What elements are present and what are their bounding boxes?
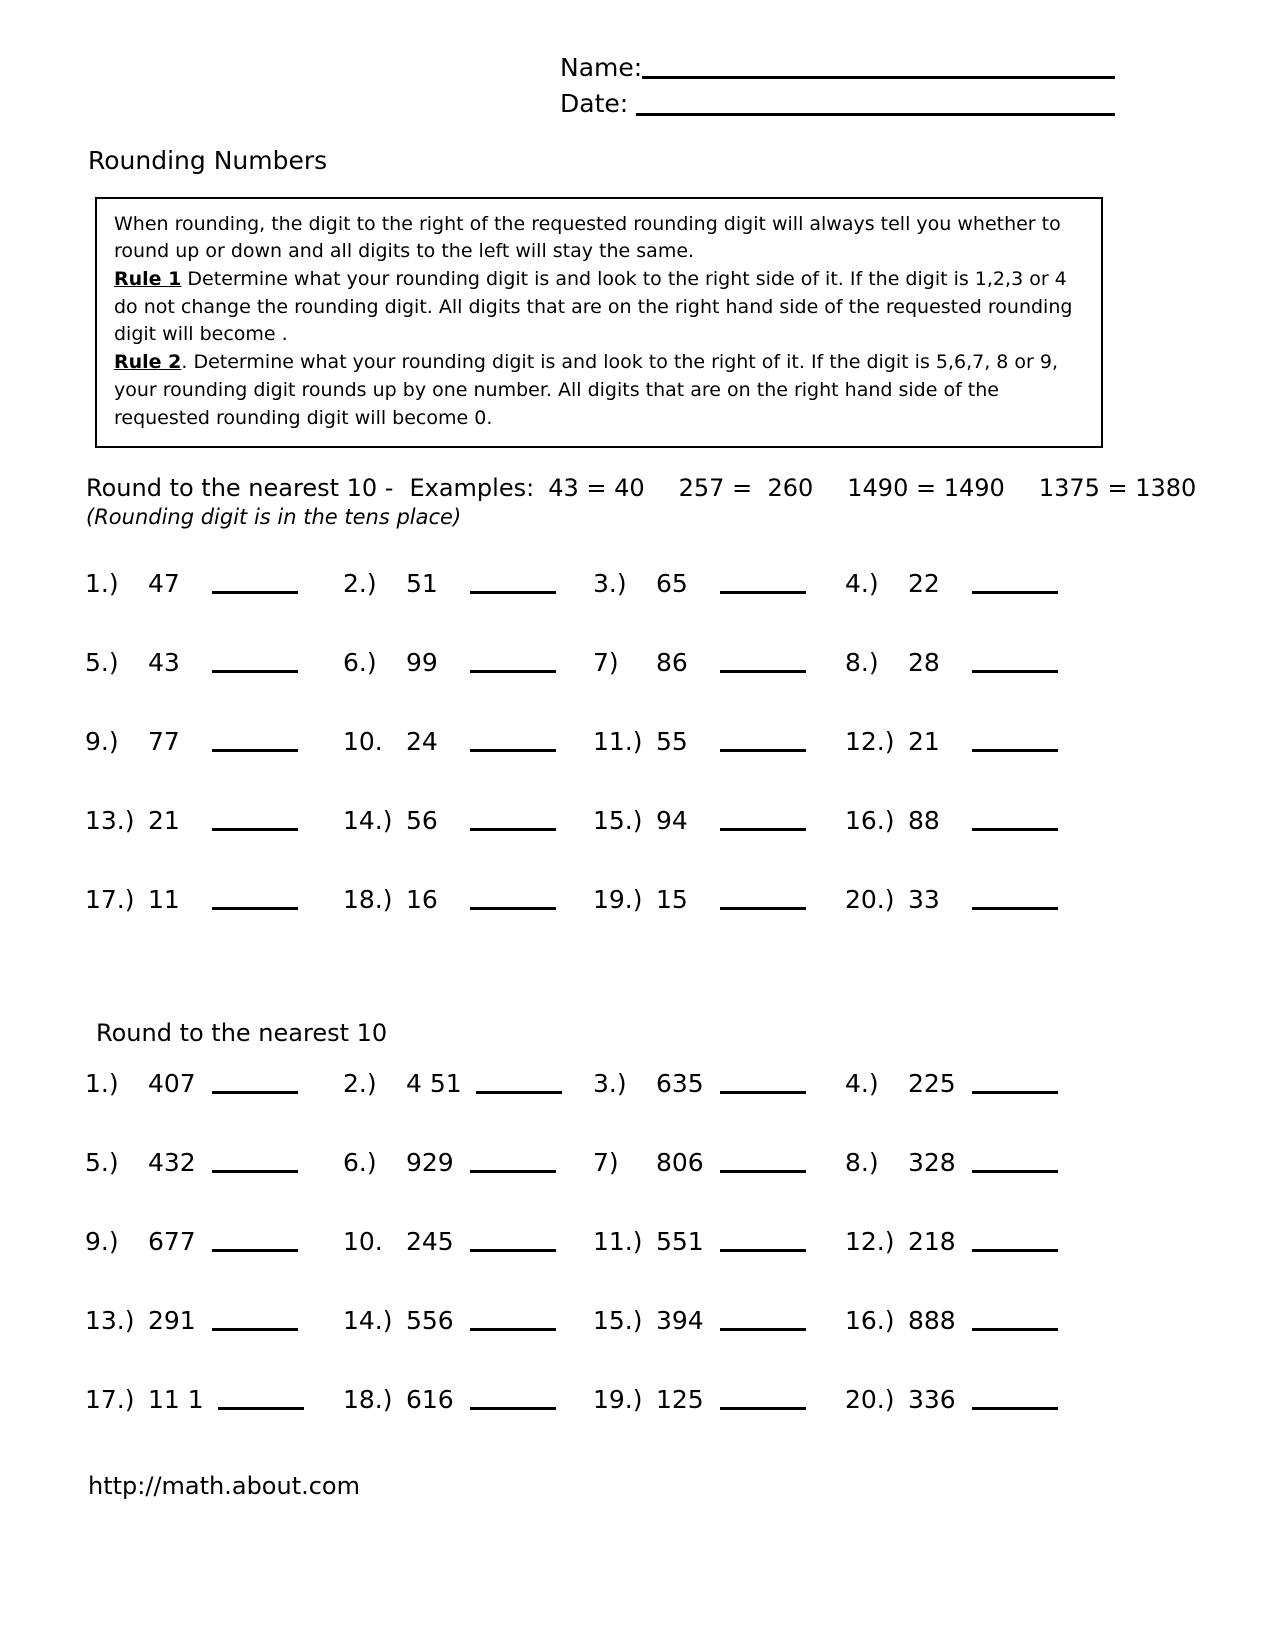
answer-blank[interactable] [476, 1091, 562, 1094]
footer-url: http://math.about.com [88, 1472, 360, 1501]
problem [85, 806, 343, 835]
problem-value: 65 [656, 569, 688, 599]
answer-blank[interactable] [720, 1328, 806, 1331]
problem [593, 885, 845, 914]
problem-value: 218 [908, 1227, 956, 1257]
problem-value: 86 [656, 648, 688, 678]
section1-subheading: (Rounding digit is in the tens place) [86, 505, 462, 530]
problem [343, 885, 593, 914]
problems-row [85, 1148, 1220, 1177]
answer-blank[interactable] [972, 1407, 1058, 1410]
problems-row [85, 1227, 1220, 1256]
problem [85, 885, 343, 914]
problem-value: 394 [656, 1306, 704, 1336]
problem-value: 929 [406, 1148, 454, 1178]
answer-blank[interactable] [212, 591, 298, 594]
problem-label: 8.) [845, 648, 879, 678]
problem [85, 727, 343, 756]
problem [845, 806, 1220, 835]
answer-blank[interactable] [720, 670, 806, 673]
problem-value: 677 [148, 1227, 196, 1257]
problems-row [85, 569, 1220, 598]
rule-1 [114, 266, 1084, 349]
problem-label: 3.) [593, 569, 627, 599]
date-fill-line[interactable] [636, 113, 1115, 116]
example-item: 1490 = 1490 [847, 474, 1005, 503]
problem-label: 8.) [845, 1148, 879, 1178]
problem-label: 5.) [85, 1148, 119, 1178]
answer-blank[interactable] [470, 670, 556, 673]
problem [85, 569, 343, 598]
problem [85, 1385, 343, 1414]
answer-blank[interactable] [212, 1249, 298, 1252]
problem-value: 328 [908, 1148, 956, 1178]
rule-2-text: . Determine what your rounding digit is and look to the right of it. If the digit is 5,6,7, 8 or 9, your rounding digit rounds up by one number. All digits that are on the right hand side of the requested rounding digit will become 0. [114, 351, 1059, 429]
problem-value: 888 [908, 1306, 956, 1336]
problem-value: 16 [406, 885, 438, 915]
problem-label: 14.) [343, 1306, 393, 1336]
problem [845, 1227, 1220, 1256]
name-field-row [560, 52, 1115, 83]
section2-problems [85, 1069, 1220, 1414]
answer-blank[interactable] [972, 1249, 1058, 1252]
problem-label: 6.) [343, 1148, 377, 1178]
problem [343, 1306, 593, 1335]
problem-value: 94 [656, 806, 688, 836]
problem-label: 4.) [845, 569, 879, 599]
problem-label: 2.) [343, 1069, 377, 1099]
problem-label: 7) [593, 648, 619, 678]
problem-label: 4.) [845, 1069, 879, 1099]
problem-label: 10. [343, 1227, 383, 1257]
answer-blank[interactable] [720, 828, 806, 831]
problem-label: 11.) [593, 727, 643, 757]
name-label: Name: [560, 53, 643, 82]
rule-2-label: Rule 2 [114, 351, 182, 374]
problem-value: 432 [148, 1148, 196, 1178]
answer-blank[interactable] [470, 1407, 556, 1410]
answer-blank[interactable] [470, 828, 556, 831]
problem-label: 16.) [845, 1306, 895, 1336]
problems-row [85, 806, 1220, 835]
problem-value: 245 [406, 1227, 454, 1257]
problem [343, 1385, 593, 1414]
problem-value: 407 [148, 1069, 196, 1099]
problem [845, 727, 1220, 756]
answer-blank[interactable] [972, 1091, 1058, 1094]
problem [593, 1148, 845, 1177]
problem [593, 1069, 845, 1098]
problem-label: 12.) [845, 1227, 895, 1257]
section1-problems [85, 569, 1220, 914]
problem-value: 291 [148, 1306, 196, 1336]
answer-blank[interactable] [470, 1249, 556, 1252]
problem-value: 15 [656, 885, 688, 915]
problems-row [85, 1306, 1220, 1335]
answer-blank[interactable] [212, 907, 298, 910]
problem-label: 19.) [593, 1385, 643, 1415]
problem-value: 55 [656, 727, 688, 757]
problem-label: 7) [593, 1148, 619, 1178]
answer-blank[interactable] [720, 1249, 806, 1252]
problem [845, 1306, 1220, 1335]
answer-blank[interactable] [218, 1407, 304, 1410]
answer-blank[interactable] [212, 1170, 298, 1173]
answer-blank[interactable] [470, 907, 556, 910]
answer-blank[interactable] [972, 1328, 1058, 1331]
answer-blank[interactable] [972, 1170, 1058, 1173]
problem [343, 1148, 593, 1177]
problem [85, 1227, 343, 1256]
header-block [560, 0, 1115, 120]
answer-blank[interactable] [212, 1328, 298, 1331]
problem-value: 21 [908, 727, 940, 757]
problem-value: 99 [406, 648, 438, 678]
problem-label: 20.) [845, 1385, 895, 1415]
rule-1-label: Rule 1 [114, 267, 182, 290]
problem-value: 125 [656, 1385, 704, 1415]
problem-value: 28 [908, 648, 940, 678]
problem-label: 5.) [85, 648, 119, 678]
problem-value: 225 [908, 1069, 956, 1099]
problem [845, 1069, 1220, 1098]
problem-value: 11 [148, 885, 180, 915]
answer-blank[interactable] [470, 1170, 556, 1173]
problem-value: 51 [406, 569, 438, 599]
problem [593, 648, 845, 677]
problem-label: 6.) [343, 648, 377, 678]
problem [343, 1069, 593, 1098]
answer-blank[interactable] [972, 828, 1058, 831]
problem-value: 4 51 [406, 1069, 462, 1099]
problem-value: 635 [656, 1069, 704, 1099]
answer-blank[interactable] [212, 749, 298, 752]
problem [593, 569, 845, 598]
example-item: 43 = 40 [548, 474, 645, 503]
example-item: 1375 = 1380 [1038, 474, 1197, 503]
problem-label: 17.) [85, 885, 135, 915]
problem-label: 12.) [845, 727, 895, 757]
page-title: Rounding Numbers [88, 145, 328, 175]
problem-value: 77 [148, 727, 180, 757]
examples-label: Examples: [409, 474, 535, 503]
rule-1-text: Determine what your rounding digit is and look to the right side of it. If the digit is 1,2,3 or 4 do not change the rounding digit. All digits that are on the right hand side of the requested rounding digit will become . [114, 267, 1073, 346]
problem [85, 1069, 343, 1098]
problem-label: 17.) [85, 1385, 135, 1415]
problem [593, 1227, 845, 1256]
problem [343, 806, 593, 835]
answer-blank[interactable] [720, 1170, 806, 1173]
problem-label: 18.) [343, 885, 393, 915]
problem [85, 1148, 343, 1177]
problem [593, 727, 845, 756]
answer-blank[interactable] [470, 1328, 556, 1331]
problem-value: 336 [908, 1385, 956, 1415]
answer-blank[interactable] [972, 670, 1058, 673]
problem-value: 616 [406, 1385, 454, 1415]
date-field-row [560, 88, 1115, 119]
problem [845, 885, 1220, 914]
problem-value: 551 [656, 1227, 704, 1257]
answer-blank[interactable] [470, 591, 556, 594]
answer-blank[interactable] [972, 591, 1058, 594]
problem-value: 24 [406, 727, 438, 757]
problem [845, 648, 1220, 677]
problems-row [85, 727, 1220, 756]
problem-value: 33 [908, 885, 940, 915]
problem-label: 11.) [593, 1227, 643, 1257]
answer-blank[interactable] [972, 749, 1058, 752]
problem [593, 806, 845, 835]
problem-label: 18.) [343, 1385, 393, 1415]
section2-heading: Round to the nearest 10 [96, 1019, 388, 1048]
answer-blank[interactable] [720, 591, 806, 594]
problem [85, 648, 343, 677]
example-item: 257 = 260 [678, 474, 814, 503]
problem-value: 56 [406, 806, 438, 836]
problem [845, 1385, 1220, 1414]
problem-label: 9.) [85, 1227, 119, 1257]
problem [845, 569, 1220, 598]
answer-blank[interactable] [720, 1407, 806, 1410]
section1-heading-row [86, 474, 1275, 502]
problem-value: 43 [148, 648, 180, 678]
problem-label: 10. [343, 727, 383, 757]
date-label: Date: [560, 89, 629, 119]
problems-row [85, 1069, 1220, 1098]
problem-label: 20.) [845, 885, 895, 915]
problem-value: 11 1 [148, 1385, 204, 1415]
problem-value: 806 [656, 1148, 704, 1178]
problems-row [85, 885, 1220, 914]
problem-label: 1.) [85, 1069, 119, 1099]
problem-label: 2.) [343, 569, 377, 599]
problem [845, 1148, 1220, 1177]
rules-intro: When rounding, the digit to the right of the requested rounding digit will always tell you whether to round up or down and all digits to the left will stay the same. [114, 212, 1061, 263]
problems-row [85, 1385, 1220, 1414]
answer-blank[interactable] [720, 749, 806, 752]
answer-blank[interactable] [212, 1091, 298, 1094]
problem-label: 13.) [85, 806, 135, 836]
problem-value: 47 [148, 569, 180, 599]
problem [343, 1227, 593, 1256]
answer-blank[interactable] [212, 670, 298, 673]
answer-blank[interactable] [720, 1091, 806, 1094]
section1-heading: Round to the nearest 10 - [86, 474, 394, 503]
answer-blank[interactable] [212, 828, 298, 831]
problem-label: 14.) [343, 806, 393, 836]
problems-row [85, 648, 1220, 677]
problem [343, 727, 593, 756]
rule-2 [114, 349, 1084, 432]
problem [343, 648, 593, 677]
problem-label: 15.) [593, 806, 643, 836]
problem [593, 1385, 845, 1414]
answer-blank[interactable] [720, 907, 806, 910]
answer-blank[interactable] [972, 907, 1058, 910]
problem [85, 1306, 343, 1335]
problem-label: 13.) [85, 1306, 135, 1336]
problem [593, 1306, 845, 1335]
problem-value: 21 [148, 806, 180, 836]
answer-blank[interactable] [470, 749, 556, 752]
rules-box [95, 197, 1103, 449]
problem-value: 22 [908, 569, 940, 599]
problem-label: 3.) [593, 1069, 627, 1099]
problem [343, 569, 593, 598]
problem-label: 16.) [845, 806, 895, 836]
problem-label: 1.) [85, 569, 119, 599]
problem-value: 556 [406, 1306, 454, 1336]
problem-value: 88 [908, 806, 940, 836]
problem-label: 9.) [85, 727, 119, 757]
problem-label: 15.) [593, 1306, 643, 1336]
name-fill-line[interactable] [642, 76, 1115, 79]
problem-label: 19.) [593, 885, 643, 915]
